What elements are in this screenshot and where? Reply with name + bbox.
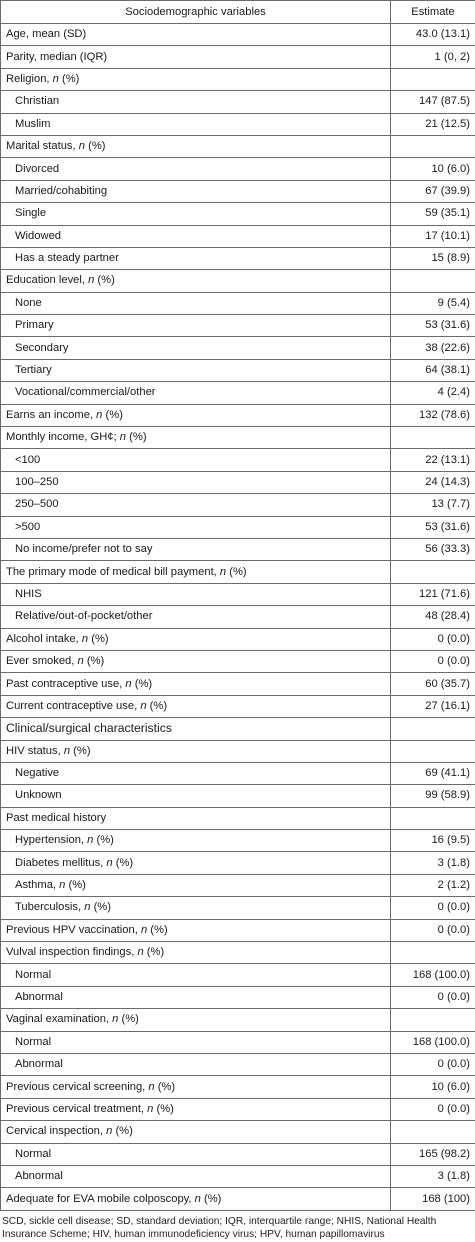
- row-value: 0 (0.0): [391, 628, 475, 650]
- row-label: Parity, median (IQR): [1, 46, 391, 68]
- row-label: Negative: [1, 762, 391, 784]
- row-label: Tuberculosis, n (%): [1, 897, 391, 919]
- row-value: [391, 270, 475, 292]
- table-row: [1, 382, 475, 404]
- row-value: 4 (2.4): [391, 382, 475, 404]
- table-row: [1, 606, 475, 628]
- row-label: Widowed: [1, 225, 391, 247]
- row-label: Unknown: [1, 785, 391, 807]
- row-label: Abnormal: [1, 1165, 391, 1187]
- row-label: Alcohol intake, n (%): [1, 628, 391, 650]
- row-value: [391, 942, 475, 964]
- table-row: [1, 135, 475, 157]
- row-label: Previous cervical treatment, n (%): [1, 1098, 391, 1120]
- table-row: [1, 650, 475, 672]
- row-value: 3 (1.8): [391, 1165, 475, 1187]
- table-row: [1, 762, 475, 784]
- row-label: Past contraceptive use, n (%): [1, 673, 391, 695]
- row-value: [391, 740, 475, 762]
- table-row: [1, 1053, 475, 1075]
- table-row: [1, 91, 475, 113]
- row-label: Marital status, n (%): [1, 135, 391, 157]
- row-value: 10 (6.0): [391, 1076, 475, 1098]
- table-row: [1, 1076, 475, 1098]
- row-label: Abnormal: [1, 986, 391, 1008]
- row-label: >500: [1, 516, 391, 538]
- row-label: No income/prefer not to say: [1, 538, 391, 560]
- row-value: 168 (100): [391, 1188, 475, 1210]
- table-row: [1, 1143, 475, 1165]
- row-value: 69 (41.1): [391, 762, 475, 784]
- row-value: 2 (1.2): [391, 874, 475, 896]
- row-label: Tertiary: [1, 359, 391, 381]
- column-header-variables: Sociodemographic variables: [1, 1, 391, 24]
- row-label: Married/cohabiting: [1, 180, 391, 202]
- row-label: Previous HPV vaccination, n (%): [1, 919, 391, 941]
- row-value: [391, 807, 475, 829]
- row-value: 132 (78.6): [391, 404, 475, 426]
- table-row: [1, 270, 475, 292]
- column-header-estimate: Estimate: [391, 1, 475, 24]
- table-row: [1, 986, 475, 1008]
- row-label: Single: [1, 203, 391, 225]
- row-label: Abnormal: [1, 1053, 391, 1075]
- row-value: 3 (1.8): [391, 852, 475, 874]
- row-value: 16 (9.5): [391, 830, 475, 852]
- table-row: [1, 874, 475, 896]
- row-value: 67 (39.9): [391, 180, 475, 202]
- row-value: 27 (16.1): [391, 695, 475, 717]
- row-value: 0 (0.0): [391, 919, 475, 941]
- table-row: [1, 561, 475, 583]
- table-row: [1, 919, 475, 941]
- row-value: 13 (7.7): [391, 494, 475, 516]
- row-label: Asthma, n (%): [1, 874, 391, 896]
- row-value: 53 (31.6): [391, 516, 475, 538]
- row-label: Muslim: [1, 113, 391, 135]
- row-value: 53 (31.6): [391, 315, 475, 337]
- row-value: [391, 135, 475, 157]
- table-header-row: [1, 1, 475, 24]
- row-value: 10 (6.0): [391, 158, 475, 180]
- table-row: [1, 583, 475, 605]
- row-value: [391, 1009, 475, 1031]
- table-footnote: SCD, sickle cell disease; SD, standard deviation; IQR, interquartile range; NHIS, National Health Insurance Scheme; HIV, human immunodeficiency virus; HPV, human papillomavirus: [2, 1215, 437, 1240]
- row-value: 165 (98.2): [391, 1143, 475, 1165]
- table-row: [1, 942, 475, 964]
- table-row: [1, 538, 475, 560]
- row-value: 0 (0.0): [391, 650, 475, 672]
- row-label: Vaginal examination, n (%): [1, 1009, 391, 1031]
- table-row: [1, 158, 475, 180]
- table-row: [1, 427, 475, 449]
- row-value: 56 (33.3): [391, 538, 475, 560]
- table-row: [1, 1188, 475, 1210]
- table-row: [1, 46, 475, 68]
- row-label: Normal: [1, 1031, 391, 1053]
- row-label: Normal: [1, 964, 391, 986]
- row-label: Diabetes mellitus, n (%): [1, 852, 391, 874]
- row-value: 17 (10.1): [391, 225, 475, 247]
- table-row: [1, 897, 475, 919]
- row-label: Cervical inspection, n (%): [1, 1121, 391, 1143]
- row-label: Ever smoked, n (%): [1, 650, 391, 672]
- row-label: Has a steady partner: [1, 247, 391, 269]
- row-value: [391, 718, 475, 740]
- table-row: [1, 494, 475, 516]
- row-value: 15 (8.9): [391, 247, 475, 269]
- row-value: 9 (5.4): [391, 292, 475, 314]
- table-row: [1, 628, 475, 650]
- table-row: [1, 337, 475, 359]
- table-row: [1, 225, 475, 247]
- row-label: <100: [1, 449, 391, 471]
- table-row: [1, 516, 475, 538]
- table-row: [1, 180, 475, 202]
- row-label: Hypertension, n (%): [1, 830, 391, 852]
- table-row: [1, 359, 475, 381]
- row-value: 0 (0.0): [391, 897, 475, 919]
- row-label: Past medical history: [1, 807, 391, 829]
- table-row: [1, 1031, 475, 1053]
- row-value: 24 (14.3): [391, 471, 475, 493]
- row-label: Relative/out-of-pocket/other: [1, 606, 391, 628]
- row-label: Christian: [1, 91, 391, 113]
- table-row: [1, 292, 475, 314]
- table-row: [1, 404, 475, 426]
- table-row: [1, 673, 475, 695]
- row-value: 168 (100.0): [391, 964, 475, 986]
- row-label: HIV status, n (%): [1, 740, 391, 762]
- table-section-row: [1, 718, 475, 740]
- table-row: [1, 247, 475, 269]
- row-value: 43.0 (13.1): [391, 24, 475, 46]
- row-value: 22 (13.1): [391, 449, 475, 471]
- table-row: [1, 830, 475, 852]
- row-label: Divorced: [1, 158, 391, 180]
- row-label: Monthly income, GH¢; n (%): [1, 427, 391, 449]
- row-value: 48 (28.4): [391, 606, 475, 628]
- row-label: Earns an income, n (%): [1, 404, 391, 426]
- row-value: 0 (0.0): [391, 986, 475, 1008]
- table-row: [1, 1009, 475, 1031]
- table-row: [1, 68, 475, 90]
- row-value: [391, 427, 475, 449]
- table-row: [1, 852, 475, 874]
- row-value: 38 (22.6): [391, 337, 475, 359]
- row-label: Vocational/commercial/other: [1, 382, 391, 404]
- row-label: Education level, n (%): [1, 270, 391, 292]
- row-label: Religion, n (%): [1, 68, 391, 90]
- row-label: None: [1, 292, 391, 314]
- row-value: [391, 1121, 475, 1143]
- row-label: Vulval inspection findings, n (%): [1, 942, 391, 964]
- row-value: 0 (0.0): [391, 1098, 475, 1120]
- row-label: Adequate for EVA mobile colposcopy, n (%): [1, 1188, 391, 1210]
- table-row: [1, 964, 475, 986]
- row-value: 59 (35.1): [391, 203, 475, 225]
- row-label: Normal: [1, 1143, 391, 1165]
- row-value: 21 (12.5): [391, 113, 475, 135]
- row-value: 60 (35.7): [391, 673, 475, 695]
- table-body: [1, 24, 475, 1211]
- row-value: [391, 561, 475, 583]
- table-row: [1, 203, 475, 225]
- table-row: [1, 113, 475, 135]
- table-row: [1, 471, 475, 493]
- table-row: [1, 740, 475, 762]
- table-row: [1, 807, 475, 829]
- row-label: Primary: [1, 315, 391, 337]
- row-label: Clinical/surgical characteristics: [1, 718, 391, 740]
- row-value: 147 (87.5): [391, 91, 475, 113]
- row-label: 100–250: [1, 471, 391, 493]
- table-row: [1, 1165, 475, 1187]
- row-label: Previous cervical screening, n (%): [1, 1076, 391, 1098]
- row-label: 250–500: [1, 494, 391, 516]
- row-value: 121 (71.6): [391, 583, 475, 605]
- row-label: NHIS: [1, 583, 391, 605]
- table-row: [1, 24, 475, 46]
- row-label: Age, mean (SD): [1, 24, 391, 46]
- row-value: [391, 68, 475, 90]
- row-label: Current contraceptive use, n (%): [1, 695, 391, 717]
- row-label: Secondary: [1, 337, 391, 359]
- table-row: [1, 1121, 475, 1143]
- row-value: 168 (100.0): [391, 1031, 475, 1053]
- table-row: [1, 1098, 475, 1120]
- row-value: 0 (0.0): [391, 1053, 475, 1075]
- row-value: 64 (38.1): [391, 359, 475, 381]
- table-row: [1, 695, 475, 717]
- table-row: [1, 449, 475, 471]
- table-row: [1, 315, 475, 337]
- row-value: 99 (58.9): [391, 785, 475, 807]
- table-row: [1, 785, 475, 807]
- row-value: 1 (0, 2): [391, 46, 475, 68]
- row-label: The primary mode of medical bill payment, n (%): [1, 561, 391, 583]
